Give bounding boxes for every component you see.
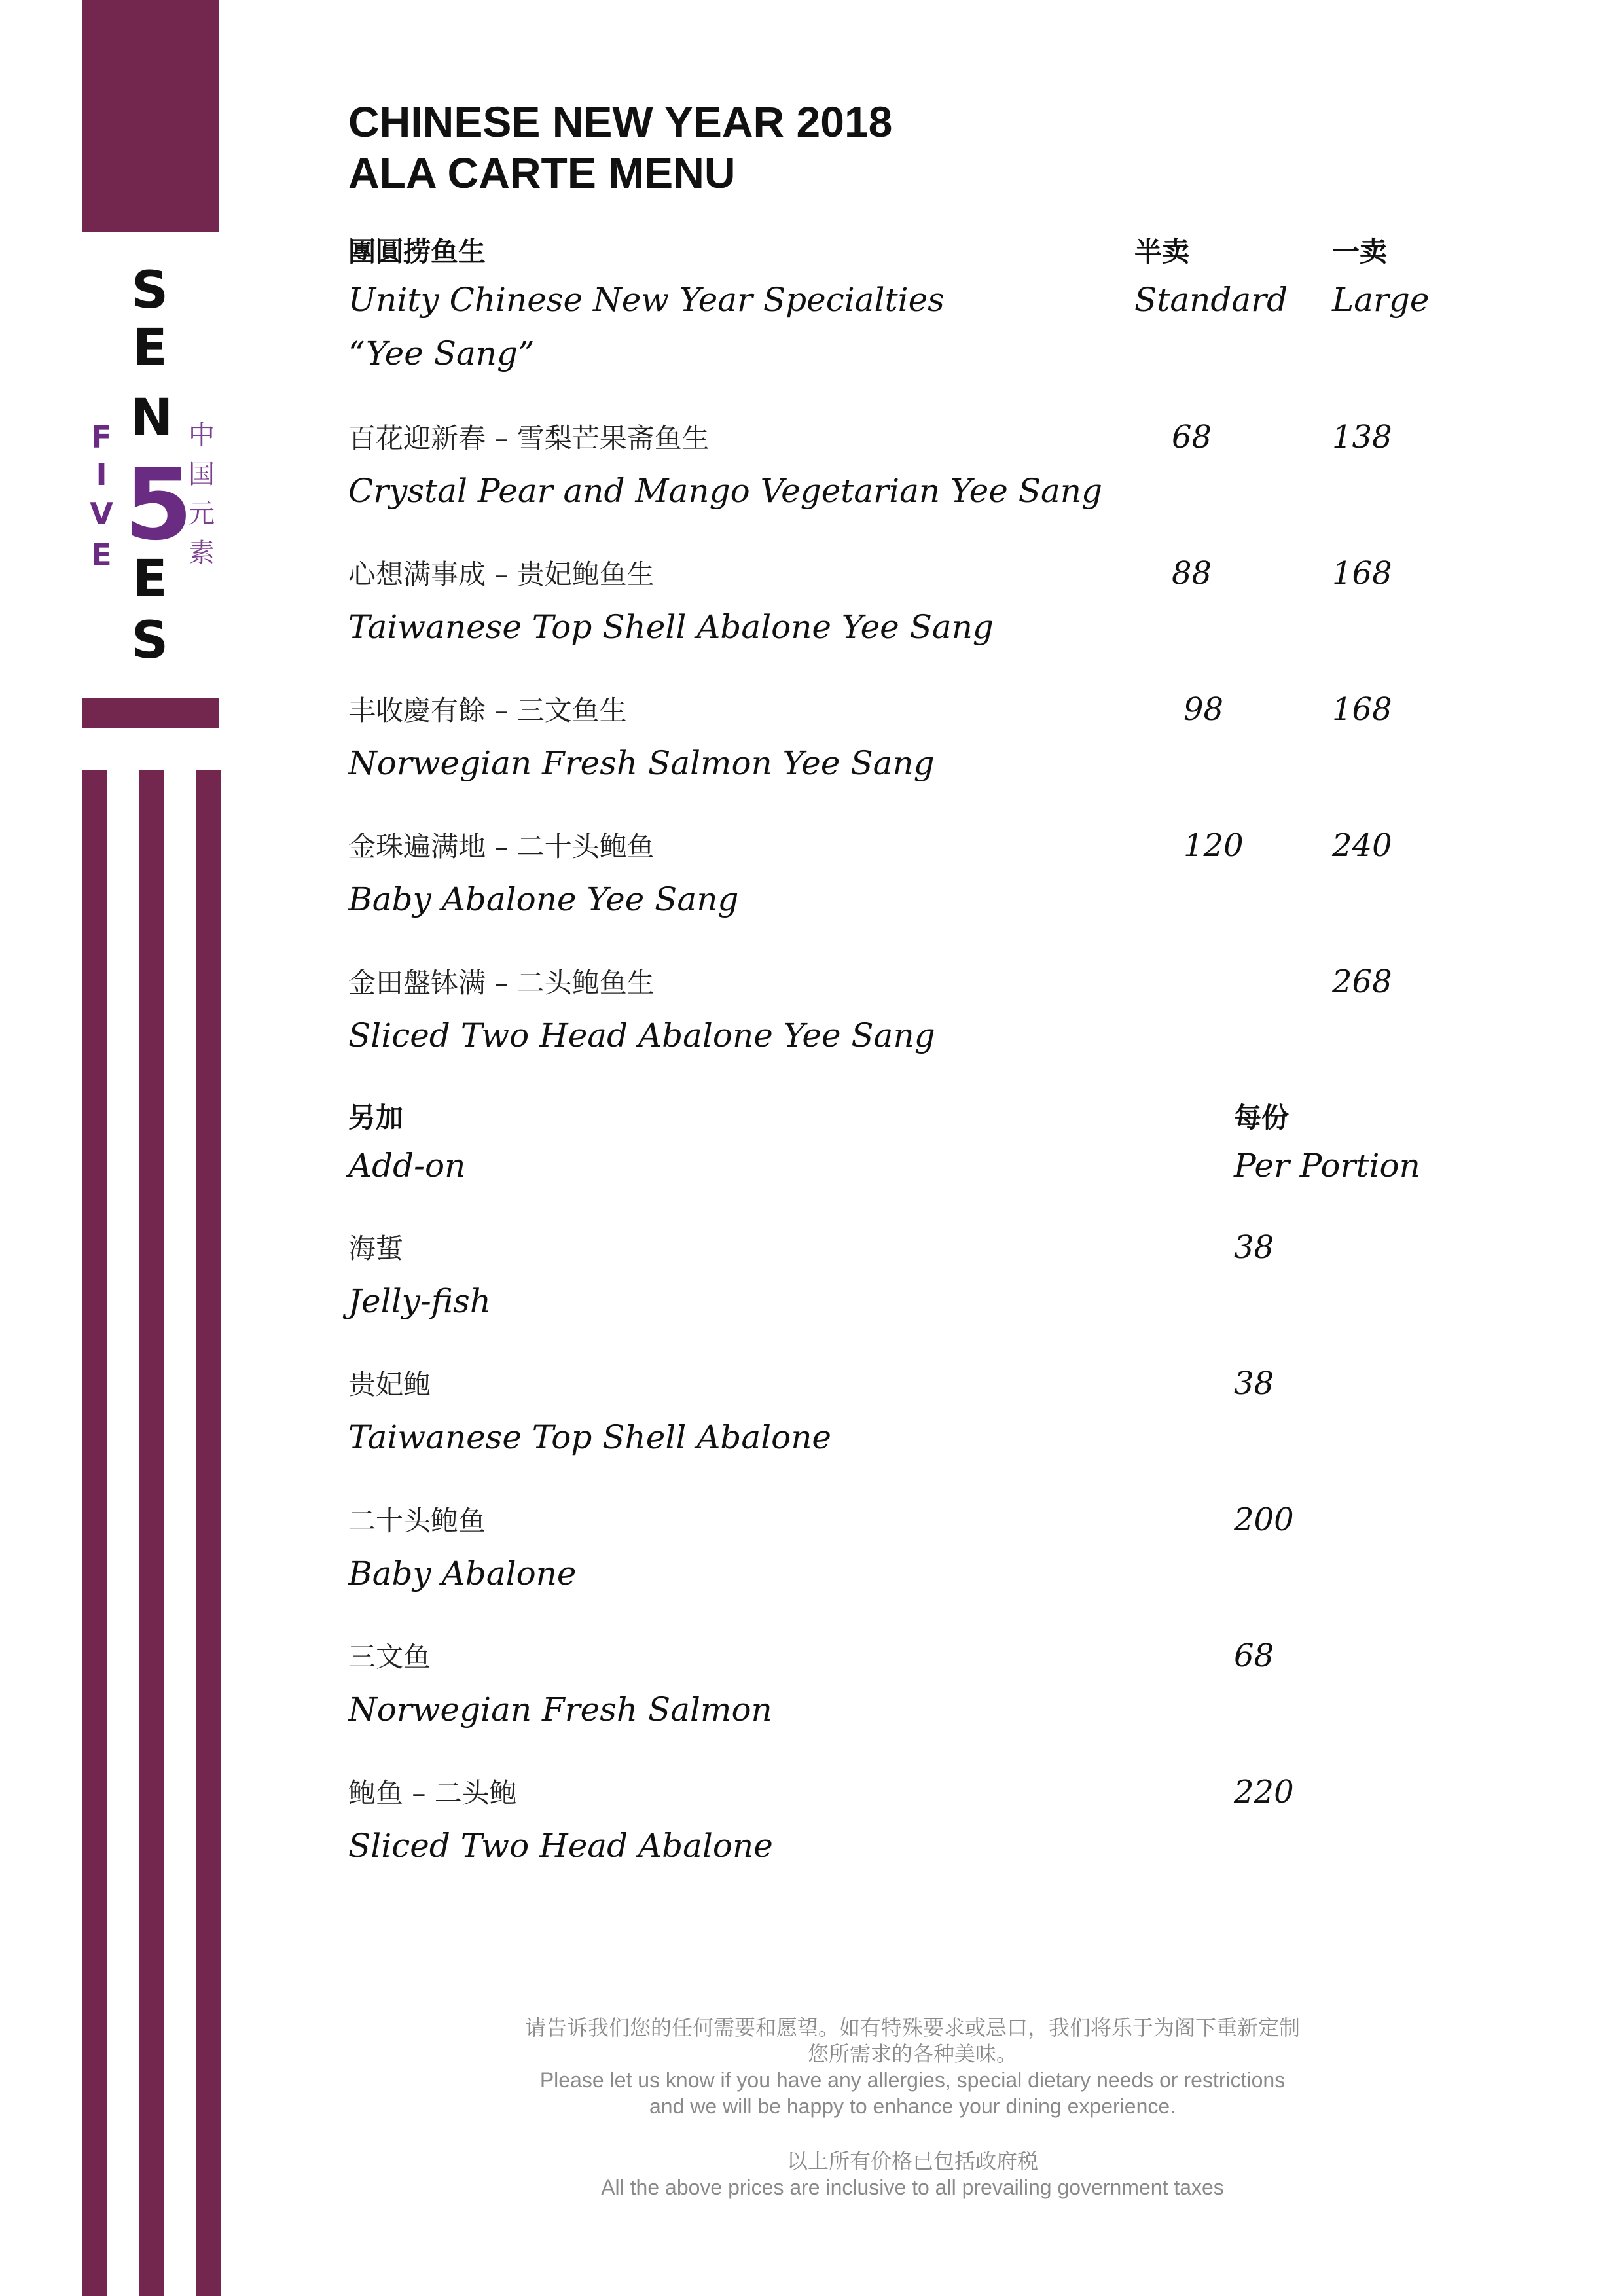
- logo-five-letter: V: [90, 496, 113, 531]
- menu-item-cn: 丰收慶有餘 – 三文鱼生: [348, 694, 627, 726]
- section-header-en: Add-on: [348, 1147, 466, 1185]
- addon-item-cn: 贵妃鲍: [348, 1369, 431, 1401]
- price-per-portion: 220: [1234, 1774, 1294, 1810]
- section-header-cn: 另加: [348, 1102, 404, 1134]
- menu-title-line2: ALA CARTE MENU: [348, 149, 736, 197]
- price-large: 168: [1332, 555, 1392, 592]
- footer-dietary-en-2: and we will be happy to enhance your dining experience.: [649, 2094, 1176, 2118]
- footer-dietary-cn-2: 您所需求的各种美味。: [807, 2041, 1017, 2066]
- column-portion-cn: 每份: [1234, 1102, 1290, 1134]
- addon-item-en: Norwegian Fresh Salmon: [348, 1691, 772, 1729]
- price-standard: 68: [1172, 419, 1212, 456]
- menu-item-cn: 金田盤钵满 – 二头鲍鱼生: [348, 967, 655, 999]
- price-per-portion: 38: [1234, 1229, 1274, 1266]
- menu-item-en: Sliced Two Head Abalone Yee Sang: [348, 1016, 935, 1054]
- column-large-en: Large: [1332, 281, 1430, 319]
- section-header-cn: 團圓捞鱼生: [348, 236, 486, 268]
- menu-item-en: Norwegian Fresh Salmon Yee Sang: [348, 744, 935, 782]
- logo-side-chinese: 元: [189, 499, 215, 529]
- menu-item-en: Crystal Pear and Mango Vegetarian Yee Sang: [348, 472, 1102, 510]
- logo-letter: E: [132, 550, 168, 609]
- price-large: 138: [1332, 419, 1392, 456]
- menu-title-line1: CHINESE NEW YEAR 2018: [348, 98, 893, 146]
- price-standard: 120: [1183, 827, 1244, 864]
- logo-side-chinese: 中: [189, 420, 215, 450]
- logo-side-chinese: 国: [189, 459, 215, 490]
- column-portion-en: Per Portion: [1234, 1147, 1420, 1185]
- addon-item-cn: 海蜇: [348, 1232, 404, 1265]
- footer-dietary-en: Please let us know if you have any allergies, special dietary needs or restrictions: [539, 2068, 1286, 2092]
- price-per-portion: 68: [1234, 1638, 1274, 1674]
- menu-item-cn: 百花迎新春 – 雪梨芒果斋鱼生: [348, 422, 710, 454]
- menu-item-en: Baby Abalone Yee Sang: [348, 880, 739, 918]
- sidebar-top-block: [82, 0, 219, 232]
- addon-item-en: Taiwanese Top Shell Abalone: [348, 1418, 832, 1456]
- menu-item-en: Taiwanese Top Shell Abalone Yee Sang: [348, 608, 994, 646]
- footer-notes: [348, 2015, 1477, 2200]
- logo-five-letter: I: [96, 457, 107, 492]
- addon-item-en: Baby Abalone: [348, 1554, 577, 1592]
- sidebar-stripe-1: [82, 770, 107, 2296]
- price-standard: 88: [1172, 555, 1212, 592]
- column-standard-en: Standard: [1134, 281, 1288, 319]
- sidebar-middle-band: [82, 698, 219, 728]
- logo-letter: S: [131, 611, 169, 670]
- logo-letter: S: [131, 261, 169, 320]
- addon-item-cn: 鲍鱼 – 二头鲍: [348, 1777, 517, 1809]
- menu-item-cn: 心想满事成 – 贵妃鲍鱼生: [348, 558, 655, 590]
- column-large-cn: 一卖: [1332, 236, 1388, 268]
- price-per-portion: 200: [1234, 1501, 1294, 1538]
- logo-side-chinese: 素: [189, 538, 215, 568]
- addon-item-en: Jelly-fish: [348, 1282, 491, 1320]
- logo-letter: N: [130, 389, 173, 448]
- sidebar-stripe-3: [196, 770, 221, 2296]
- logo-five-letter: E: [91, 537, 112, 573]
- price-large: 168: [1332, 691, 1392, 728]
- addon-item-cn: 二十头鲍鱼: [348, 1505, 486, 1537]
- logo-five-digit: 5: [124, 448, 193, 562]
- price-large: 268: [1332, 963, 1392, 1000]
- price-per-portion: 38: [1234, 1365, 1274, 1402]
- price-large: 240: [1332, 827, 1392, 864]
- price-standard: 98: [1183, 691, 1224, 728]
- sidebar-stripe-2: [139, 770, 164, 2296]
- section-header-en: Unity Chinese New Year Specialties: [348, 281, 945, 319]
- footer-tax-cn: 以上所有价格已包括政府税: [786, 2149, 1038, 2174]
- section-header-en-sub: “Yee Sang”: [348, 334, 535, 372]
- footer-tax-en: All the above prices are inclusive to all prevailing government taxes: [601, 2176, 1224, 2199]
- column-standard-cn: 半卖: [1134, 236, 1190, 268]
- logo-five-letter: F: [91, 420, 112, 455]
- addon-item-en: Sliced Two Head Abalone: [348, 1827, 773, 1865]
- menu-item-cn: 金珠遍满地 – 二十头鲍鱼: [348, 831, 655, 863]
- footer-dietary-cn: 请告诉我们您的任何需要和愿望。如有特殊要求或忌口，我们将乐于为阁下重新定制: [524, 2015, 1300, 2040]
- logo-letter: E: [132, 319, 168, 378]
- addon-item-cn: 三文鱼: [348, 1641, 431, 1673]
